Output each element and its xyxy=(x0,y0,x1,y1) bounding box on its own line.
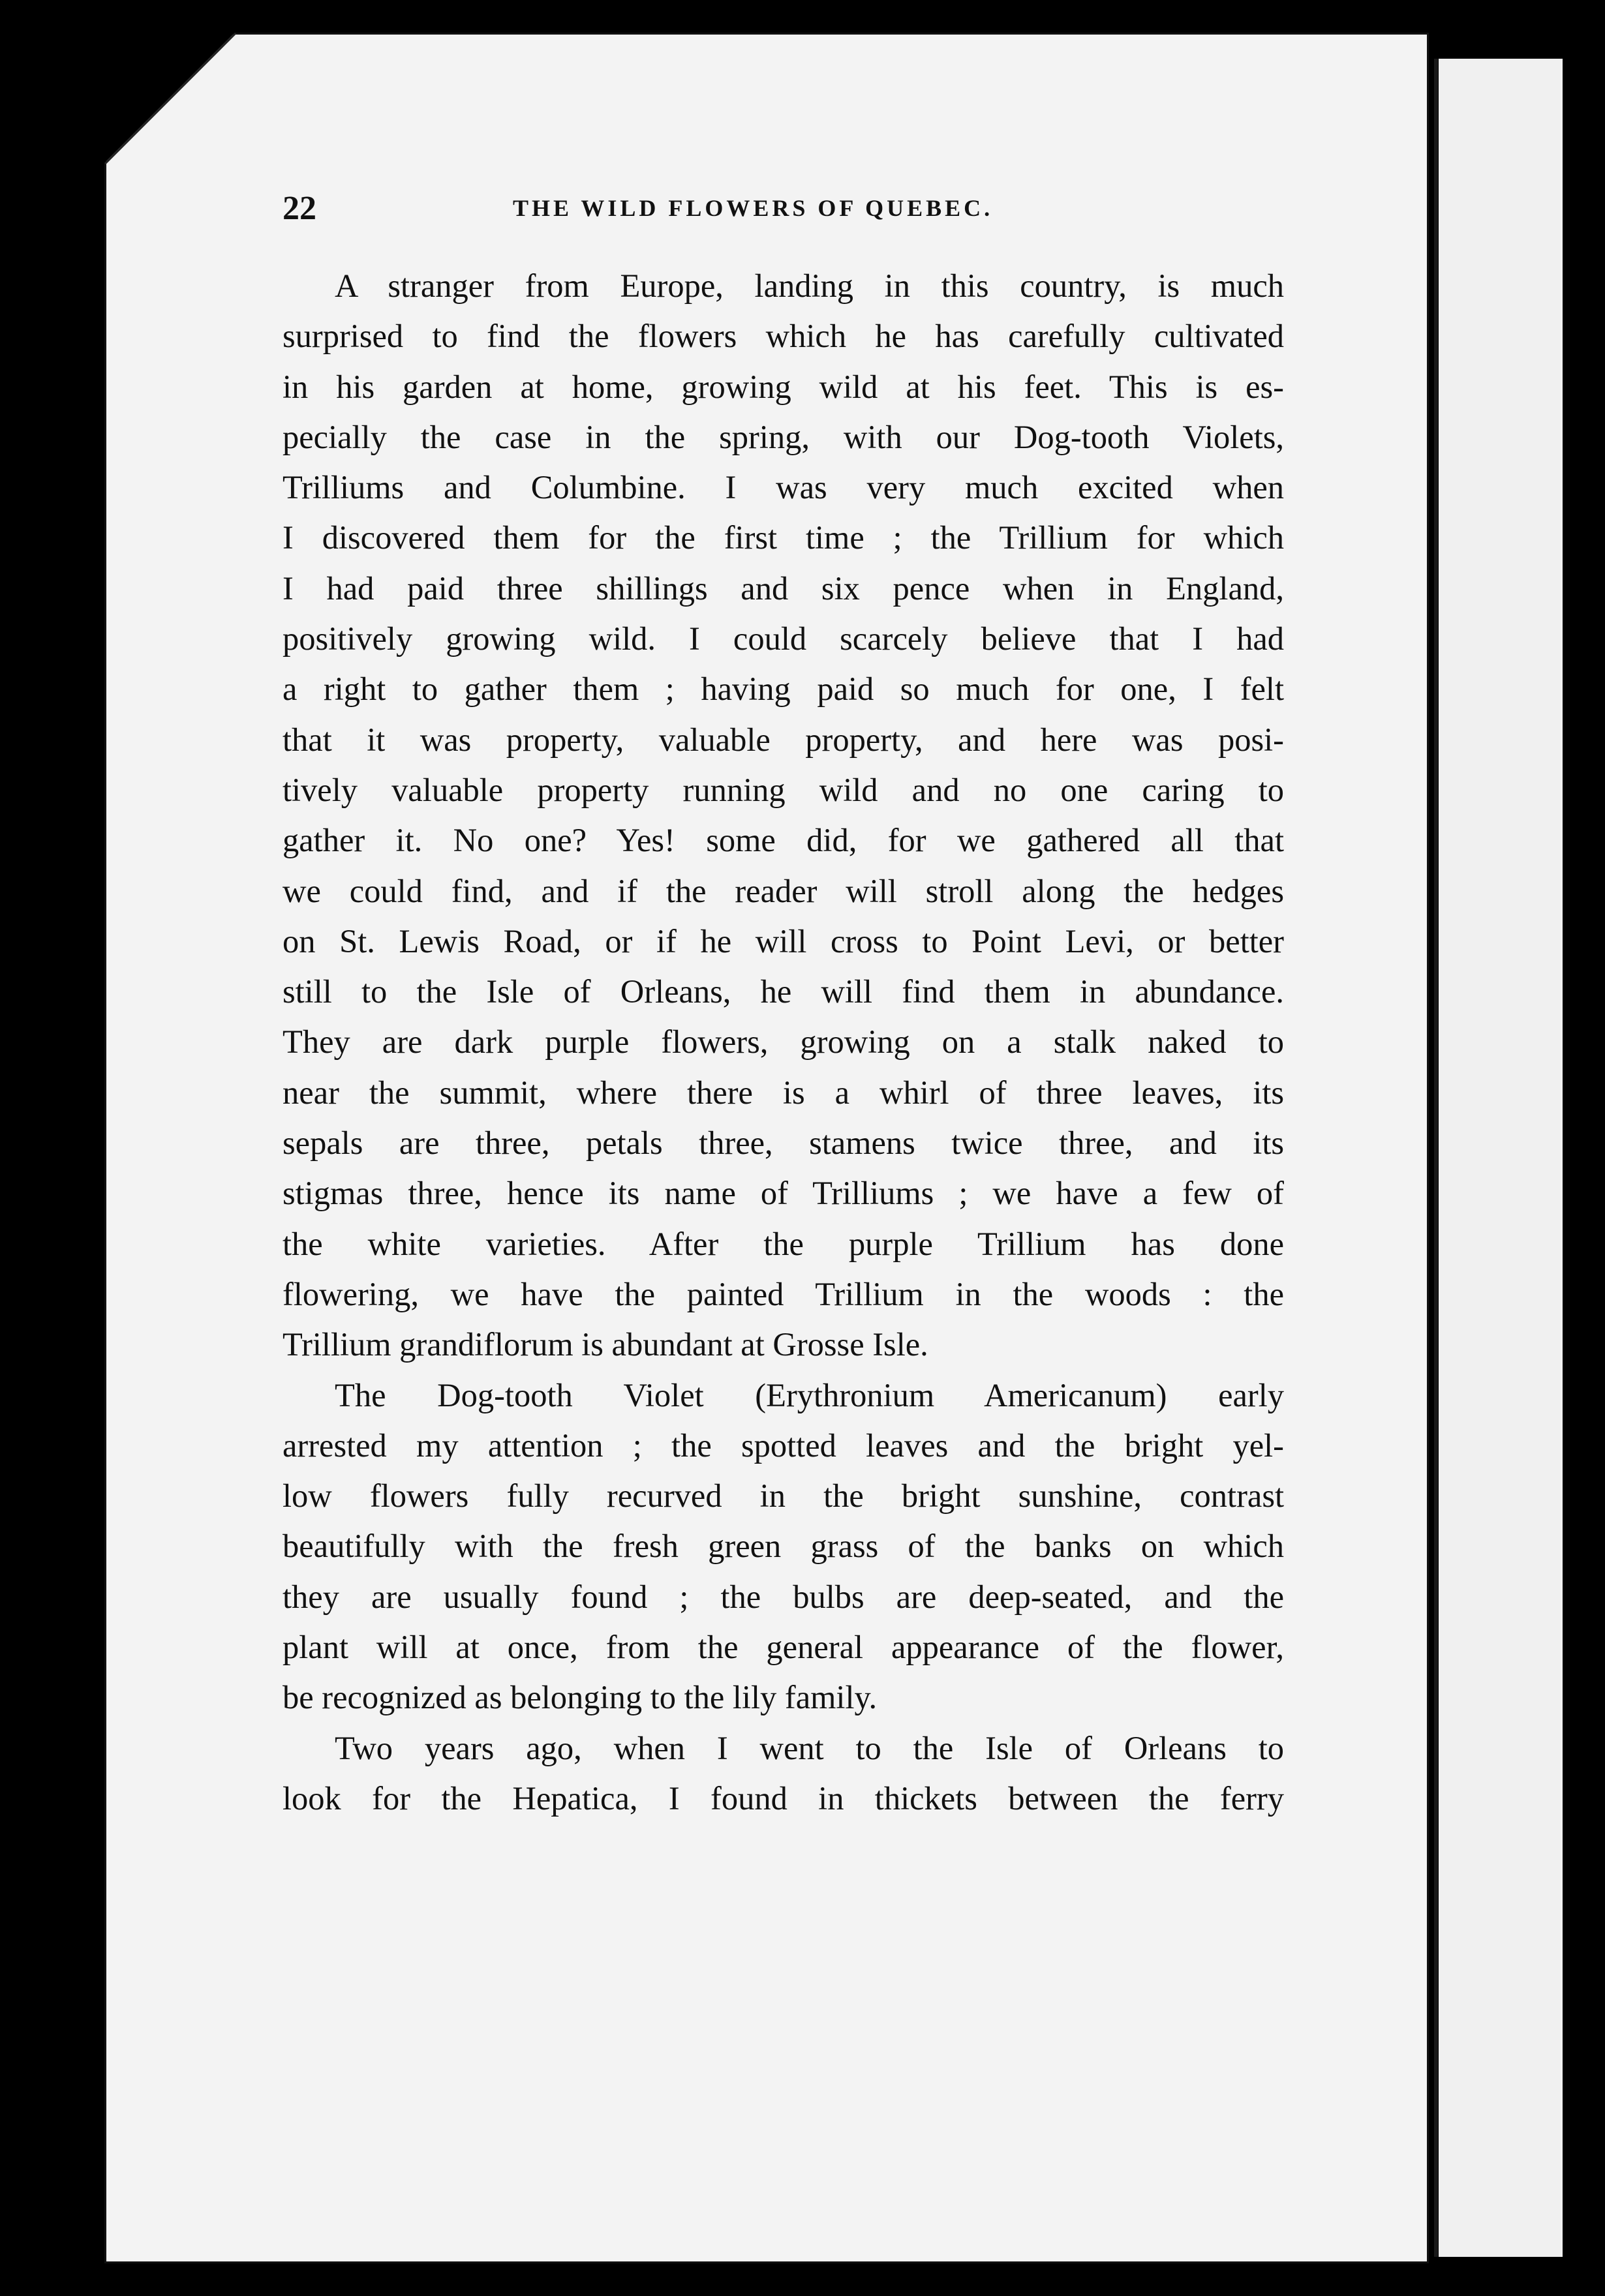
text-line: we could find, and if the reader will stroll along the hedges xyxy=(283,872,1284,909)
text-line: I had paid three shillings and six pence when in England, xyxy=(283,569,1284,607)
text-line: plant will at once, from the general appearance of the flower, xyxy=(283,1629,1284,1666)
text-line: on St. Lewis Road, or if he will cross to Point Levi, or better xyxy=(283,922,1284,959)
running-head: THE WILD FLOWERS OF QUEBEC. xyxy=(513,195,994,221)
text-line: A stranger from Europe, landing in this country, is much xyxy=(335,267,1284,304)
page-number: 22 xyxy=(283,190,316,227)
text-line: sepals are three, petals three, stamens twice three, and its xyxy=(283,1125,1284,1162)
text-line: low flowers fully recurved in the bright sunshine, contrast xyxy=(283,1477,1284,1515)
text-line: pecially the case in the spring, with our Dog-tooth Violets, xyxy=(283,418,1284,455)
text-line: they are usually found ; the bulbs are deep-seated, and the xyxy=(283,1578,1284,1615)
text-line: Trilliums and Columbine. I was very much excited when xyxy=(283,469,1284,506)
text-line: stigmas three, hence its name of Trilliums ; we have a few of xyxy=(283,1175,1284,1212)
text-line: Two years ago, when I went to the Isle of Orleans to xyxy=(335,1729,1284,1766)
text-line: that it was property, valuable property, and here was posi- xyxy=(283,721,1284,758)
text-line: The Dog-tooth Violet (Erythronium Americanum) early xyxy=(335,1376,1284,1413)
text-line: look for the Hepatica, I found in thickets between the ferry xyxy=(283,1779,1284,1817)
text-line: still to the Isle of Orleans, he will find them in abundance. xyxy=(283,973,1284,1010)
text-line: a right to gather them ; having paid so much for one, I felt xyxy=(283,671,1284,708)
text-line: positively growing wild. I could scarcely believe that I had xyxy=(283,620,1284,657)
text-line: They are dark purple flowers, growing on a stalk naked to xyxy=(283,1023,1284,1061)
text-line: surprised to find the flowers which he has carefully cultivated xyxy=(283,318,1284,355)
adjacent-page-edge xyxy=(1439,59,1563,2257)
text-line: flowering, we have the painted Trillium in the woods : the xyxy=(283,1275,1284,1312)
text-line: beautifully with the fresh green grass of the banks on which xyxy=(283,1528,1284,1565)
body-text xyxy=(283,261,1284,1824)
text-line: be recognized as belonging to the lily family. xyxy=(283,1679,878,1716)
text-line: near the summit, where there is a whirl of three leaves, its xyxy=(283,1074,1284,1111)
text-line: the white varieties. After the purple Trillium has done xyxy=(283,1225,1284,1262)
text-line: Trillium grandiflorum is abundant at Grosse Isle. xyxy=(283,1326,928,1363)
text-line: gather it. No one? Yes! some did, for we gathered all that xyxy=(283,822,1284,859)
page-gutter-shadow xyxy=(1434,59,1438,2257)
text-line: tively valuable property running wild and no one caring to xyxy=(283,771,1284,808)
page-header xyxy=(283,189,1284,241)
text-line: in his garden at home, growing wild at his feet. This is es- xyxy=(283,368,1284,405)
text-line: I discovered them for the first time ; the Trillium for which xyxy=(283,519,1284,556)
text-line: arrested my attention ; the spotted leaves and the bright yel- xyxy=(283,1427,1284,1464)
